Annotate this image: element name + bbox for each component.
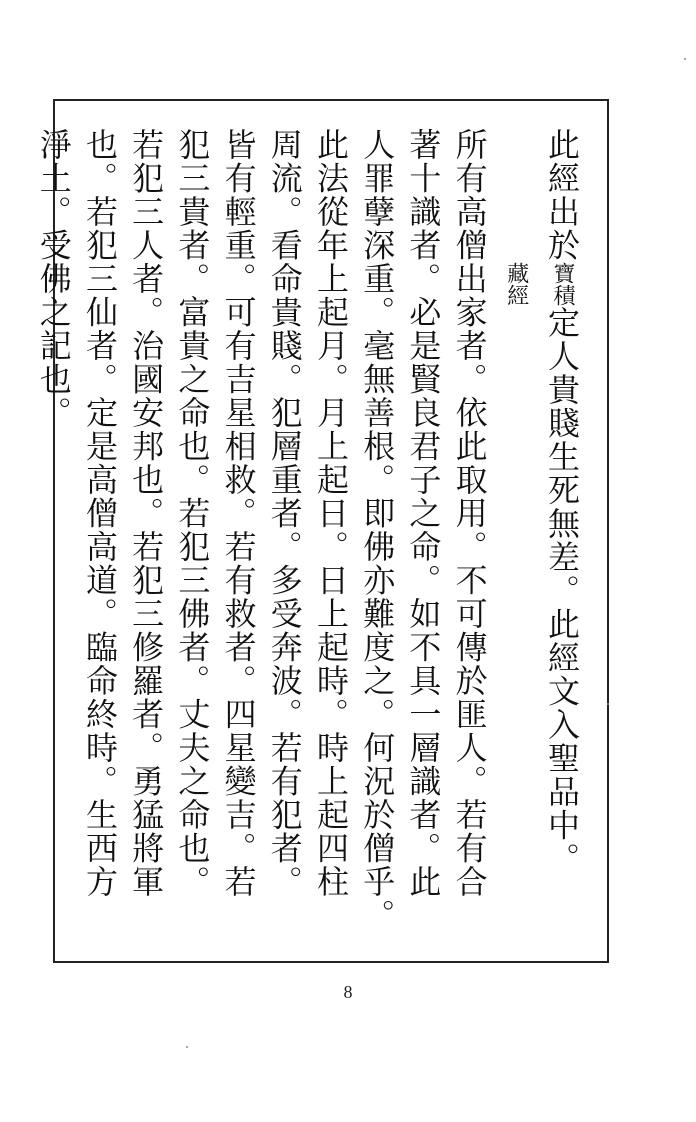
vertical-text-body — [34, 128, 585, 948]
small-annotation — [493, 262, 585, 306]
text-column-11: 淨土。受佛之記也。 — [34, 128, 73, 430]
text-column-9: 若犯三人者。治國安邦也。若犯三修羅者。勇猛將軍 — [127, 128, 166, 899]
text-column-2: 所有高僧出家者。依此取用。不可傳於匪人。若有合 — [450, 128, 489, 899]
text-column-5: 此法從年上起月。月上起日。日上起時。時上起四柱 — [311, 128, 350, 899]
text-column-8: 犯三貴者。富貴之命也。若犯三佛者。丈夫之命也。 — [173, 128, 212, 899]
text-column-7: 皆有輕重。可有吉星相救。若有救者。四星變吉。若 — [219, 128, 258, 899]
text-column-4: 人罪孽深重。毫無善根。即佛亦難度之。何況於僧乎。 — [358, 128, 397, 932]
text-column-3: 著十識者。必是賢良君子之命。如不具一層識者。此 — [404, 128, 443, 899]
scan-speck — [607, 703, 609, 705]
text-column-10: 也。若犯三仙者。定是高僧高道。臨命終時。生西方 — [80, 128, 119, 899]
text-column-1-start: 此經出於 — [543, 128, 581, 262]
text-column-1 — [493, 128, 585, 948]
page-number: 8 — [343, 982, 353, 1002]
text-column-6: 周流。看命貴賤。犯層重者。多受奔波。若有犯者。 — [265, 128, 304, 899]
scan-speck — [186, 1046, 188, 1048]
annotation-line-2: 藏經 — [503, 262, 529, 306]
scan-speck — [684, 58, 686, 60]
annotation-line-1: 寶積 — [550, 262, 575, 306]
text-column-1-end: 定人貴賤生死無差。此經文入聖品中。 — [543, 306, 581, 876]
